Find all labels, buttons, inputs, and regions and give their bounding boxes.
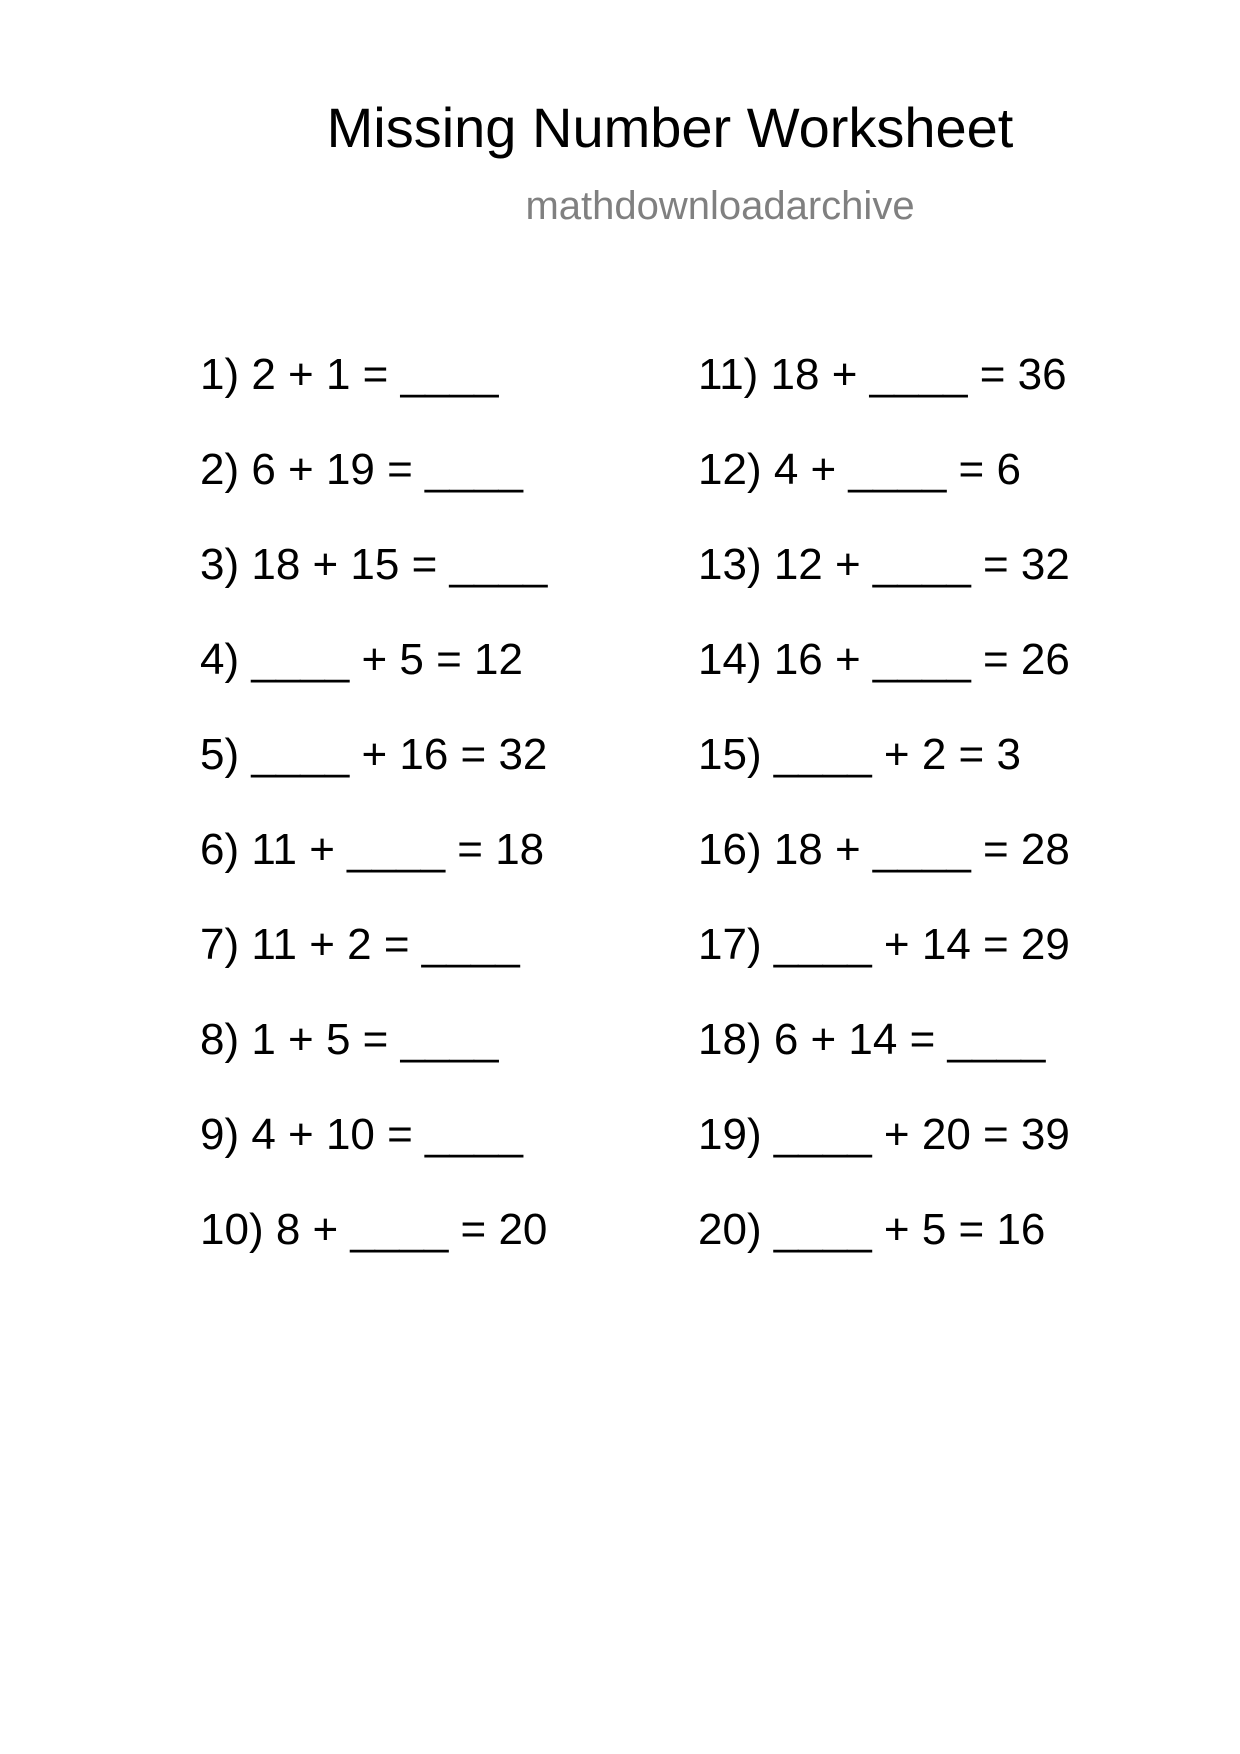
problem-item: 13) 12 + ____ = 32	[698, 540, 1070, 589]
problem-item: 20) ____ + 5 = 16	[698, 1205, 1046, 1254]
problem-item: 6) 11 + ____ = 18	[200, 825, 545, 874]
problem-item: 19) ____ + 20 = 39	[698, 1110, 1070, 1159]
problem-item: 3) 18 + 15 = ____	[200, 540, 548, 589]
problem-item: 18) 6 + 14 = ____	[698, 1015, 1046, 1064]
problem-column-right	[698, 350, 1070, 1300]
problem-item: 10) 8 + ____ = 20	[200, 1205, 548, 1254]
problem-item: 2) 6 + 19 = ____	[200, 445, 523, 494]
problem-column-left	[200, 350, 547, 1300]
problem-item: 1) 2 + 1 = ____	[200, 350, 499, 399]
problem-item: 16) 18 + ____ = 28	[698, 825, 1070, 874]
problem-item: 15) ____ + 2 = 3	[698, 730, 1021, 779]
page-title: Missing Number Worksheet	[326, 96, 1014, 159]
problem-item: 4) ____ + 5 = 12	[200, 635, 523, 684]
problem-item: 17) ____ + 14 = 29	[698, 920, 1070, 969]
problem-item: 7) 11 + 2 = ____	[200, 920, 520, 969]
problem-item: 14) 16 + ____ = 26	[698, 635, 1070, 684]
problem-item: 8) 1 + 5 = ____	[200, 1015, 499, 1064]
page-subtitle: mathdownloadarchive	[525, 184, 915, 228]
problem-item: 9) 4 + 10 = ____	[200, 1110, 523, 1159]
problem-item: 11) 18 + ____ = 36	[698, 350, 1067, 399]
problem-item: 5) ____ + 16 = 32	[200, 730, 548, 779]
problem-item: 12) 4 + ____ = 6	[698, 445, 1021, 494]
